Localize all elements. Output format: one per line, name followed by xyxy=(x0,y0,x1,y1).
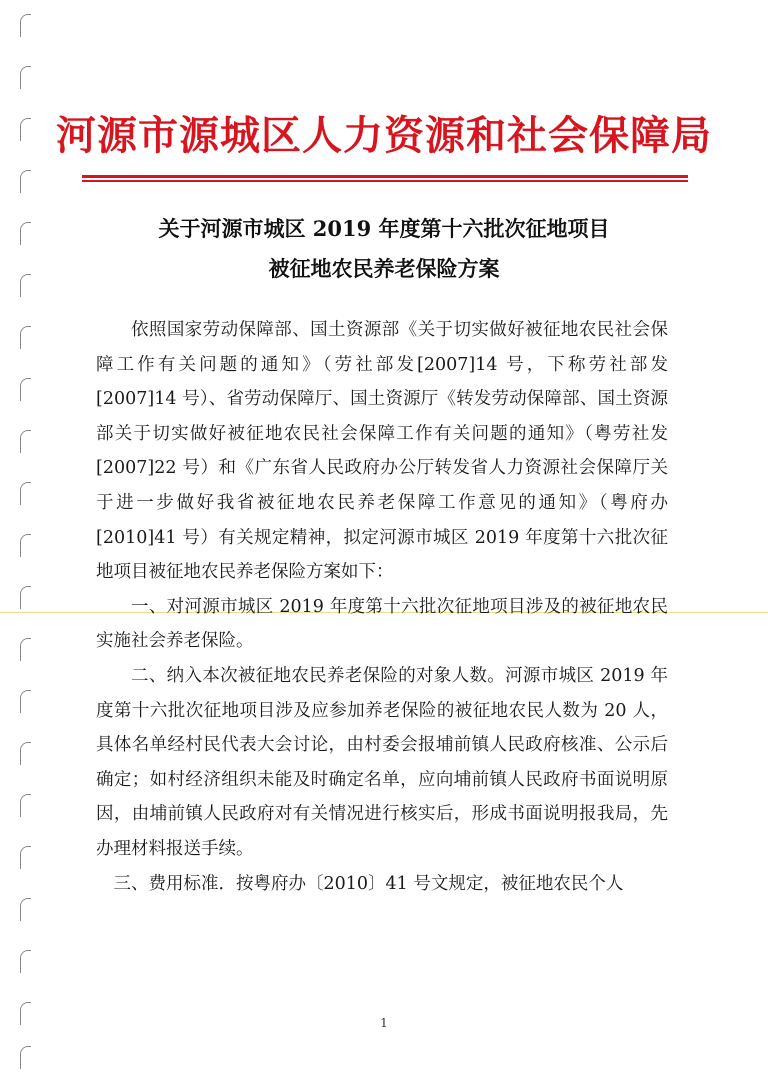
binding-hole-mark xyxy=(20,170,31,193)
body-paragraph: 二、纳入本次被征地农民养老保险的对象人数。河源市城区 2019 年度第十六批次征地项目涉及应参加养老保险的被征地农民人数为 20 人，具体名单经村民代表大会讨论，由村委会报埔前镇人民政府核准、公示后确定；如村经济组织未能及时确定名单，应向埔前镇人民政府书面说明原因，由埔前镇人民政府对有关情况进行核实后，形成书面说明报我局，先办理材料报送手续。 xyxy=(96,665,668,859)
binding-hole-mark xyxy=(20,846,31,869)
binding-hole-mark xyxy=(20,482,31,505)
binding-holes xyxy=(20,14,32,1074)
document-title-line1: 关于河源市城区 2019 年度第十六批次征地项目 xyxy=(158,216,610,241)
letterhead-org-name: 河源市源城区人力资源和社会保障局 xyxy=(56,112,712,159)
document-title-line2: 被征地农民养老保险方案 xyxy=(268,256,500,281)
binding-hole-mark xyxy=(20,430,31,453)
binding-hole-mark xyxy=(20,950,31,973)
binding-hole-mark xyxy=(20,690,31,713)
binding-hole-mark xyxy=(20,14,31,37)
binding-hole-mark xyxy=(20,378,31,401)
binding-hole-mark xyxy=(20,742,31,765)
binding-hole-mark xyxy=(20,66,31,89)
binding-hole-mark xyxy=(20,794,31,817)
binding-hole-mark xyxy=(20,898,31,921)
binding-hole-mark xyxy=(20,534,31,557)
body-paragraph: 依照国家劳动保障部、国土资源部《关于切实做好被征地农民社会保障工作有关问题的通知》（劳社部发[2007]14 号，下称劳社部发[2007]14 号）、省劳动保障厅、国土资源厅《转发劳动保障部、国土资源部关于切实做好被征地农民社会保障工作有关问题的通知》（粤劳社发[2007]22 号）和《广东省人民政府办公厅转发省人力资源社会保障厅关于进一步做好我省被征地农民养老保障工作意见的通知》（粤府办[2010]41 号）有关规定精神，拟定河源市城区 2019 年度第十六批次征地项目被征地农民养老保险方案如下： xyxy=(96,320,668,583)
binding-hole-mark xyxy=(20,326,31,349)
body-paragraph: 一、对河源市城区 2019 年度第十六批次征地项目涉及的被征地农民实施社会养老保险。 xyxy=(96,596,668,652)
binding-hole-mark xyxy=(20,638,31,661)
page-number: 1 xyxy=(380,1016,388,1030)
binding-hole-mark xyxy=(20,1046,31,1069)
letterhead-rule-thick xyxy=(82,175,688,178)
body-paragraph: 三、费用标准．按粤府办〔2010〕41 号文规定，被征地农民个人 xyxy=(113,873,624,894)
document-body xyxy=(96,313,668,901)
binding-hole-mark xyxy=(20,586,31,609)
letterhead-rule-thin xyxy=(82,180,688,182)
